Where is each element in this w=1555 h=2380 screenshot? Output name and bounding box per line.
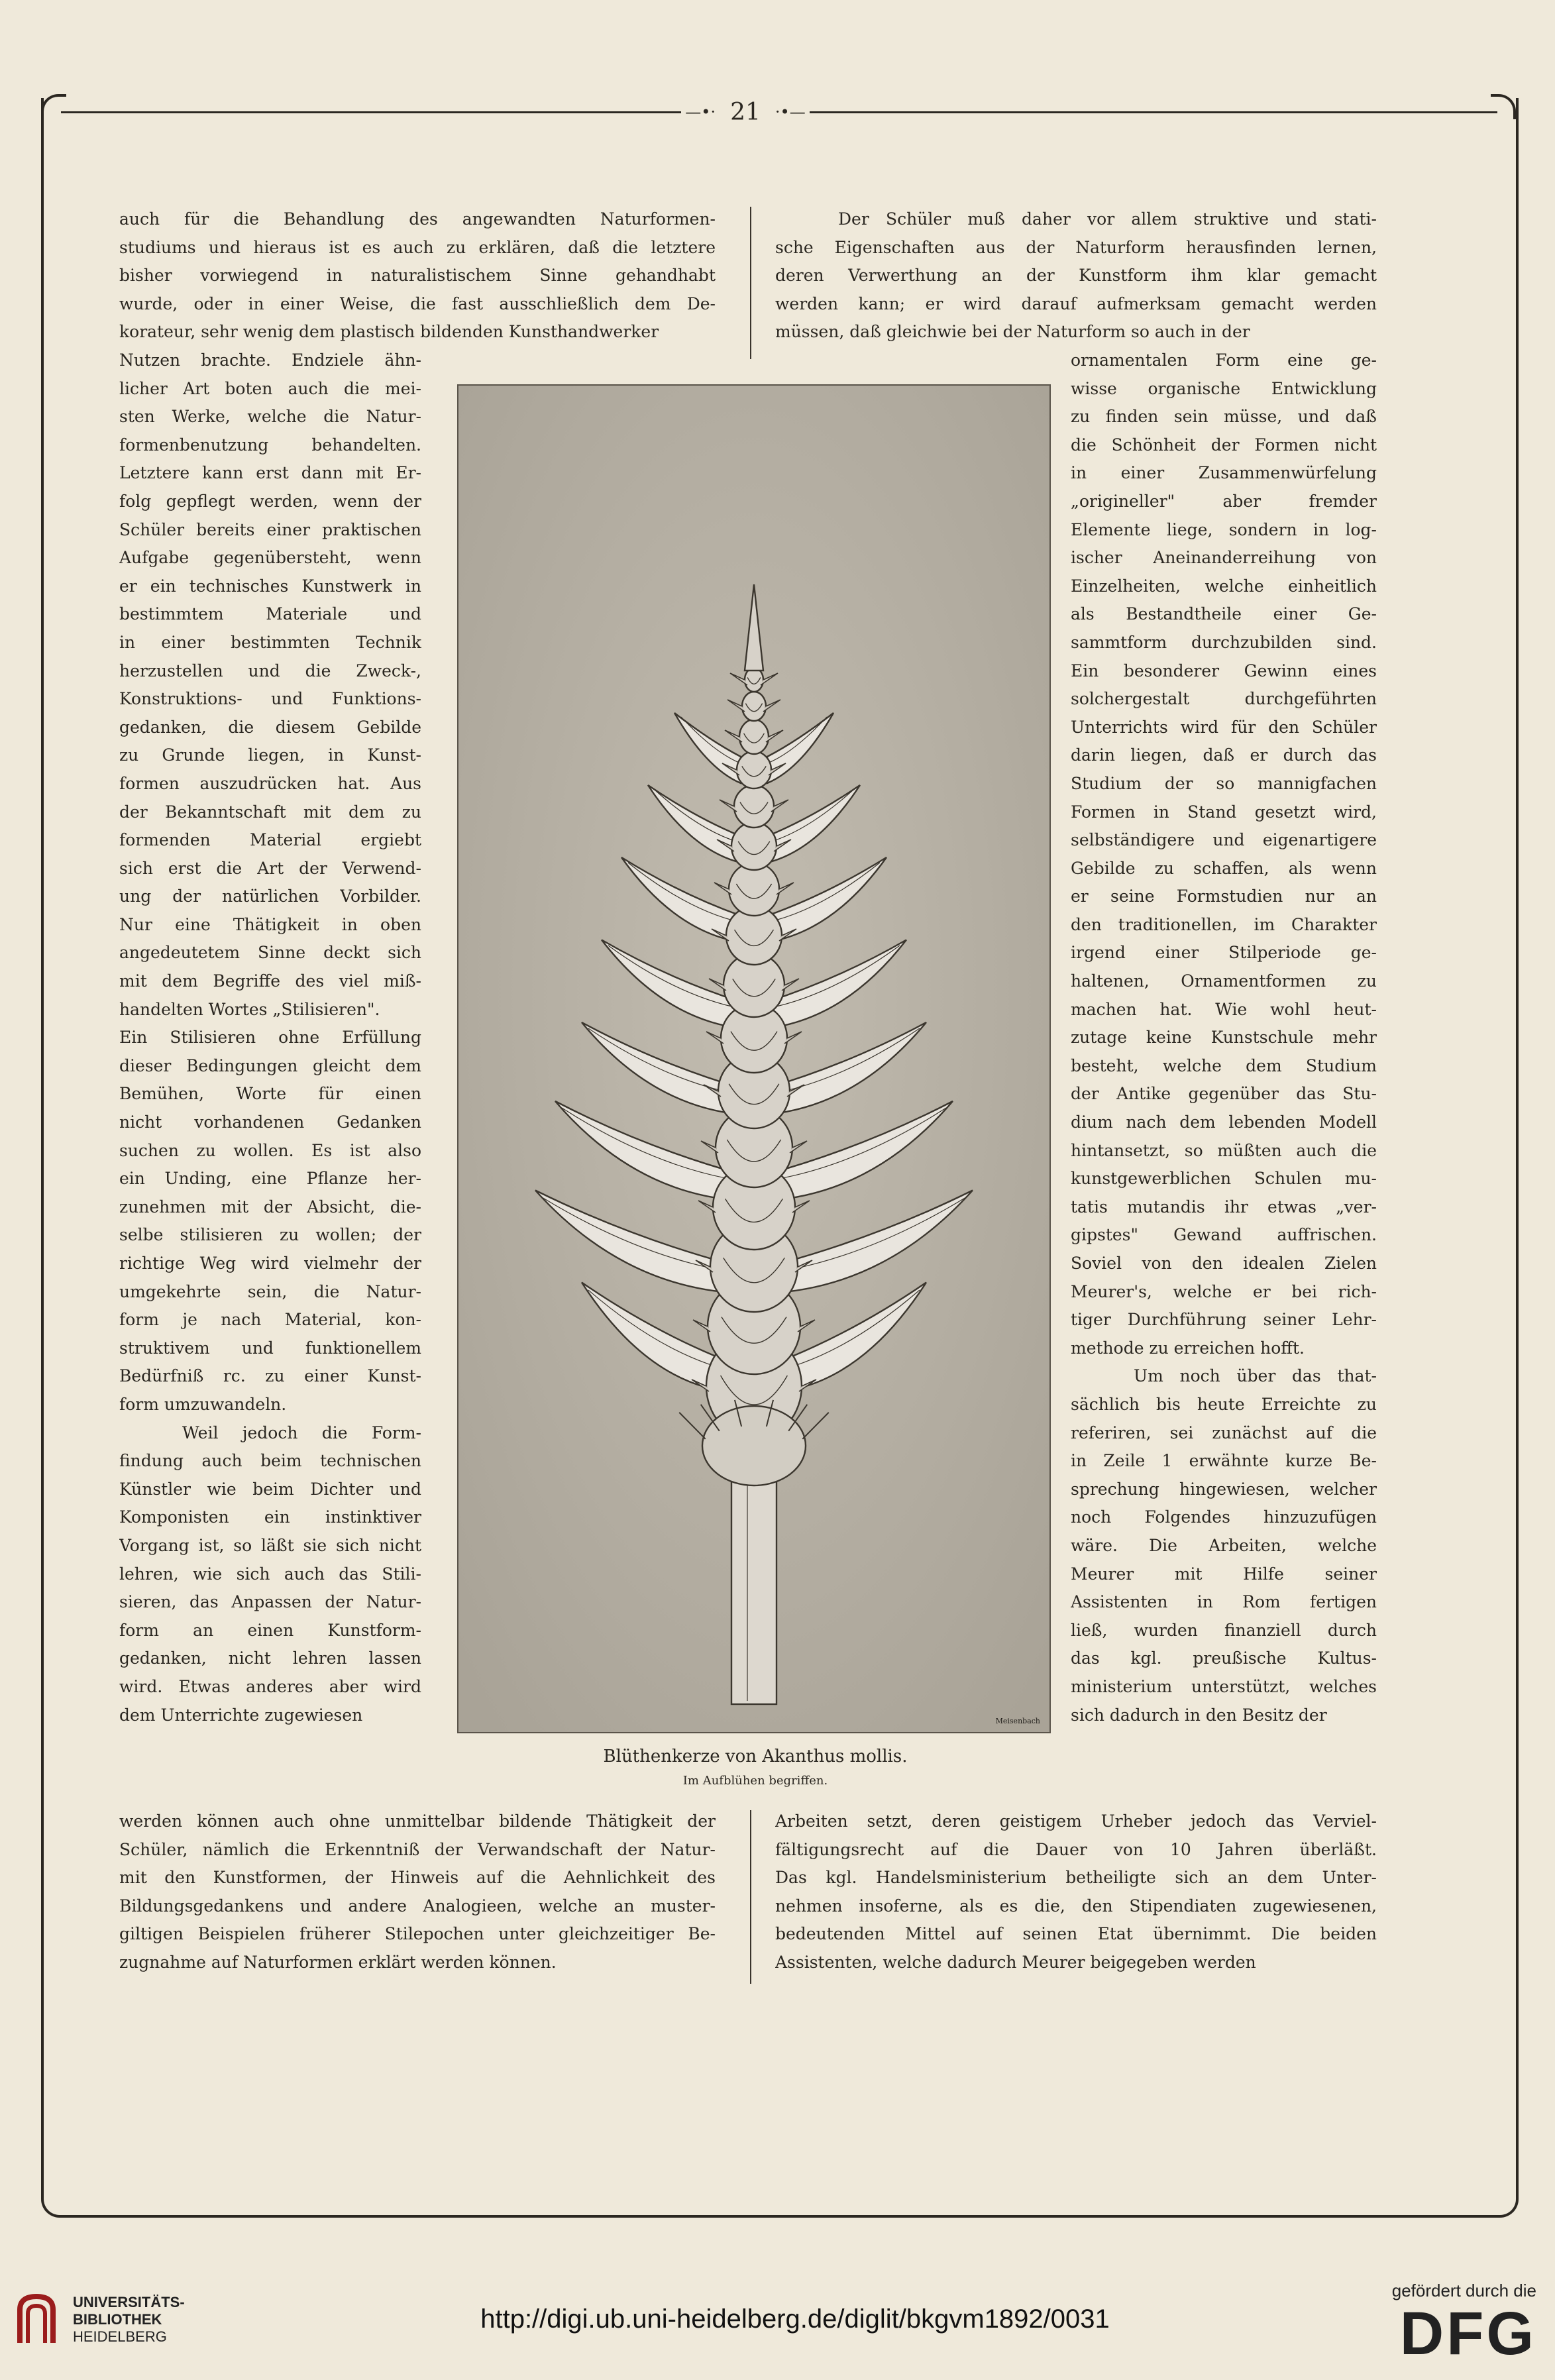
text-line: Einzelheiten, welche einheitlich bbox=[1071, 576, 1377, 596]
text-line: form an einen Kunstform- bbox=[119, 1620, 421, 1640]
text-line: werden kann; er wird darauf aufmerksam gemacht werden bbox=[775, 294, 1377, 313]
library-name-2: BIBLIOTHEK bbox=[73, 2311, 162, 2328]
text-line: Das kgl. Handelsministerium betheiligte sich an dem Unter- bbox=[775, 1868, 1377, 1888]
text-line: machen hat. Wie wohl heut- bbox=[1071, 999, 1377, 1019]
text-line: form je nach Material, kon- bbox=[119, 1310, 421, 1330]
text-line: ministerium unterstützt, welches bbox=[1071, 1676, 1377, 1696]
text-line: bisher vorwiegend in naturalistischem Sinne gehandhabt bbox=[119, 266, 716, 286]
text-line: irgend einer Stilperiode ge- bbox=[1071, 943, 1377, 963]
page-header bbox=[682, 97, 808, 127]
text-line: angedeutetem Sinne deckt sich bbox=[119, 943, 421, 963]
text-line: Schüler, nämlich die Erkenntniß der Verwandschaft der Natur- bbox=[119, 1839, 716, 1859]
text-line: Bildungsgedankens und andere Analogieen, welche an muster- bbox=[119, 1896, 716, 1916]
text-line: sche Eigenschaften aus der Naturform herausfinden lernen, bbox=[775, 237, 1377, 257]
text-line: werden können auch ohne unmittelbar bildende Thätigkeit der bbox=[119, 1812, 716, 1831]
text-line: ornamentalen Form eine ge- bbox=[1071, 351, 1377, 370]
text-line: er ein technisches Kunstwerk in bbox=[119, 576, 421, 596]
column-divider-bottom bbox=[750, 1810, 751, 1984]
library-name-1: UNIVERSITÄTS- bbox=[73, 2294, 185, 2310]
text-line: besteht, welche dem Studium bbox=[1071, 1055, 1377, 1075]
text-line: fältigungsrecht auf die Dauer von 10 Jahren überläßt. bbox=[775, 1839, 1377, 1859]
text-line: ließ, wurden finanziell durch bbox=[1071, 1620, 1377, 1640]
text-line: form umzuwandeln. bbox=[119, 1394, 287, 1414]
text-line: Schüler bereits einer praktischen bbox=[119, 519, 421, 539]
text-line: in Zeile 1 erwähnte kurze Be- bbox=[1071, 1451, 1377, 1471]
text-line: der Antike gegenüber das Stu- bbox=[1071, 1084, 1377, 1104]
text-line: korateur, sehr wenig dem plastisch bildenden Kunsthandwerker bbox=[119, 322, 659, 342]
text-line: Vorgang ist, so läßt sie sich nicht bbox=[119, 1535, 421, 1555]
text-line: licher Art boten auch die mei- bbox=[119, 378, 421, 398]
text-line: solchergestalt durchgeführten bbox=[1071, 689, 1377, 709]
right-column-top bbox=[775, 205, 1377, 347]
text-line: müssen, daß gleichwie bei der Naturform so auch in der bbox=[775, 322, 1250, 342]
header-rule-right bbox=[810, 111, 1497, 113]
text-line: Weil jedoch die Form- bbox=[182, 1423, 421, 1442]
text-line: dem Unterrichte zugewiesen bbox=[119, 1705, 363, 1725]
text-line: nicht vorhandenen Gedanken bbox=[119, 1112, 421, 1132]
text-line: wisse organische Entwicklung bbox=[1071, 378, 1377, 398]
acanthus-illustration bbox=[457, 384, 1051, 1733]
text-line: sieren, das Anpassen der Natur- bbox=[119, 1592, 421, 1612]
text-line: sich dadurch in den Besitz der bbox=[1071, 1705, 1327, 1725]
text-line: Studium der so mannigfachen bbox=[1071, 773, 1377, 793]
library-emblem-icon bbox=[13, 2290, 60, 2350]
text-line: Komponisten ein instinktiver bbox=[119, 1507, 421, 1527]
text-line: haltenen, Ornamentformen zu bbox=[1071, 971, 1377, 991]
text-line: deren Verwerthung an der Kunstform ihm klar gemacht bbox=[775, 266, 1377, 286]
text-line: Soviel von den idealen Zielen bbox=[1071, 1254, 1377, 1273]
left-column-bottom bbox=[119, 1808, 716, 1977]
text-line: sächlich bis heute Erreichte zu bbox=[1071, 1394, 1377, 1414]
text-line: Meurer mit Hilfe seiner bbox=[1071, 1564, 1377, 1584]
text-line: gipstes" Gewand auffrischen. bbox=[1071, 1225, 1377, 1245]
text-line: Bemühen, Worte für einen bbox=[119, 1084, 421, 1104]
text-line: Formen in Stand gesetzt wird, bbox=[1071, 802, 1377, 822]
text-line: Nur eine Thätigkeit in oben bbox=[119, 914, 421, 934]
text-line: formenden Material ergiebt bbox=[119, 830, 421, 850]
text-line: wäre. Die Arbeiten, welche bbox=[1071, 1535, 1377, 1555]
header-rule-left bbox=[61, 111, 681, 113]
flower-bell bbox=[737, 751, 771, 788]
text-line: Bedürfniß rc. zu einer Kunst- bbox=[119, 1366, 421, 1386]
text-line: struktivem und funktionellem bbox=[119, 1338, 421, 1358]
flower-bell bbox=[734, 785, 774, 828]
text-line: zu Grunde liegen, in Kunst- bbox=[119, 745, 421, 765]
text-line: Assistenten, welche dadurch Meurer beigegeben werden bbox=[775, 1952, 1256, 1972]
column-divider-top bbox=[750, 207, 751, 359]
footer-bar bbox=[0, 2266, 1555, 2380]
text-line: zu finden sein müsse, und daß bbox=[1071, 407, 1377, 427]
ornament-left-icon: —•· bbox=[685, 103, 716, 121]
text-line: suchen zu wollen. Es ist also bbox=[119, 1140, 421, 1160]
flower-bell bbox=[739, 720, 769, 754]
text-line: ung der natürlichen Vorbilder. bbox=[119, 887, 421, 906]
text-line: ein Unding, eine Pflanze her- bbox=[119, 1169, 421, 1189]
text-line: herzustellen und die Zweck-, bbox=[119, 661, 421, 680]
text-line: auch für die Behandlung des angewandten Naturformen- bbox=[119, 209, 716, 229]
illustration-credit: Meisenbach bbox=[995, 1717, 1040, 1725]
text-line: wurde, oder in einer Weise, die fast ausschließlich dem De- bbox=[119, 294, 716, 313]
text-line: sammtform durchzubilden sind. bbox=[1071, 632, 1377, 652]
text-line: zugnahme auf Naturformen erklärt werden können. bbox=[119, 1952, 557, 1972]
text-line: der Bekanntschaft mit dem zu bbox=[119, 802, 421, 822]
text-line: folg gepflegt werden, wenn der bbox=[119, 491, 421, 511]
text-line: tiger Durchführung seiner Lehr- bbox=[1071, 1310, 1377, 1330]
right-column-bottom bbox=[775, 1808, 1377, 1977]
text-line: sprechung hingewiesen, welcher bbox=[1071, 1479, 1377, 1499]
text-line: dium nach dem lebenden Modell bbox=[1071, 1112, 1377, 1132]
text-line: wird. Etwas anderes aber wird bbox=[119, 1676, 421, 1696]
text-line: hintansetzt, so müßten auch die bbox=[1071, 1140, 1377, 1160]
text-line: Arbeiten setzt, deren geistigem Urheber jedoch das Verviel- bbox=[775, 1812, 1377, 1831]
document-url[interactable]: http://digi.ub.uni-heidelberg.de/diglit/bkgvm1892/0031 bbox=[480, 2304, 1110, 2334]
text-line: nehmen insoferne, als es die, den Stipendiaten zugewiesenen, bbox=[775, 1896, 1377, 1916]
text-line: lehren, wie sich auch das Stili- bbox=[119, 1564, 421, 1584]
text-line: sten Werke, welche die Natur- bbox=[119, 407, 421, 427]
text-line: Künstler wie beim Dichter und bbox=[119, 1479, 421, 1499]
text-line: referiren, sei zunächst auf die bbox=[1071, 1423, 1377, 1442]
text-line: den traditionellen, im Charakter bbox=[1071, 914, 1377, 934]
text-line: formenbenutzung behandelten. bbox=[119, 435, 421, 455]
text-line: methode zu erreichen hofft. bbox=[1071, 1338, 1305, 1358]
text-line: formen auszudrücken hat. Aus bbox=[119, 773, 421, 793]
left-column-narrow bbox=[119, 347, 421, 1729]
dfg-wordmark: DFG bbox=[1399, 2300, 1536, 2367]
text-line: dieser Bedingungen gleicht dem bbox=[119, 1055, 421, 1075]
right-column-narrow bbox=[1071, 347, 1377, 1729]
text-line: mit dem Begriffe des viel miß- bbox=[119, 971, 421, 991]
text-line: Ein besonderer Gewinn eines bbox=[1071, 661, 1377, 680]
text-line: tatis mutandis ihr etwas „ver- bbox=[1071, 1197, 1377, 1217]
text-line: zunehmen mit der Absicht, die- bbox=[119, 1197, 421, 1217]
text-line: als Bestandtheile einer Ge- bbox=[1071, 604, 1377, 624]
text-line: umgekehrte sein, die Natur- bbox=[119, 1281, 421, 1301]
text-line: kunstgewerblichen Schulen mu- bbox=[1071, 1169, 1377, 1189]
library-logo[interactable] bbox=[13, 2290, 185, 2350]
text-line: selbe stilisieren zu wollen; der bbox=[119, 1225, 421, 1245]
lower-calyx bbox=[702, 1406, 806, 1486]
page-number: 21 bbox=[730, 98, 761, 126]
text-line: gedanken, nicht lehren lassen bbox=[119, 1649, 421, 1668]
flower-bell bbox=[742, 692, 766, 721]
text-line: Unterrichts wird für den Schüler bbox=[1071, 717, 1377, 737]
figure-subcaption: Im Aufblühen begriffen. bbox=[682, 1774, 828, 1788]
text-line: Letztere kann erst dann mit Er- bbox=[119, 463, 421, 483]
text-line: richtige Weg wird vielmehr der bbox=[119, 1254, 421, 1273]
text-line: selbständigere und eigenartigere bbox=[1071, 830, 1377, 850]
text-line: bestimmtem Materiale und bbox=[119, 604, 421, 624]
text-line: studiums und hieraus ist es auch zu erklären, daß die letztere bbox=[119, 237, 716, 257]
text-line: „origineller" aber fremder bbox=[1071, 491, 1377, 511]
text-line: die Schönheit der Formen nicht bbox=[1071, 435, 1377, 455]
text-line: gedanken, die diesem Gebilde bbox=[119, 717, 421, 737]
text-line: Assistenten in Rom fertigen bbox=[1071, 1592, 1377, 1612]
text-line: ischer Aneinanderreihung von bbox=[1071, 548, 1377, 568]
funded-by-label: gefördert durch die bbox=[1391, 2281, 1536, 2300]
text-line: darin liegen, daß er durch das bbox=[1071, 745, 1377, 765]
text-line: Elemente liege, sondern in log- bbox=[1071, 519, 1377, 539]
text-line: sich erst die Art der Verwend- bbox=[119, 858, 421, 878]
text-line: Gebilde zu schaffen, als wenn bbox=[1071, 858, 1377, 878]
text-line: in einer Zusammenwürfelung bbox=[1071, 463, 1377, 483]
text-line: mit den Kunstformen, der Hinweis auf die Aehnlichkeit des bbox=[119, 1868, 716, 1888]
left-column-top bbox=[119, 205, 716, 347]
ornament-right-icon: ·•— bbox=[775, 103, 806, 121]
acanthus-drawing bbox=[458, 386, 1049, 1732]
text-line: Nutzen brachte. Endziele ähn- bbox=[119, 351, 421, 370]
text-line: noch Folgendes hinzuzufügen bbox=[1071, 1507, 1377, 1527]
flower-bell bbox=[745, 668, 763, 692]
text-line: Um noch über das that- bbox=[1134, 1366, 1377, 1386]
text-line: Der Schüler muß daher vor allem struktive und stati- bbox=[838, 209, 1377, 229]
dfg-logo[interactable] bbox=[1392, 2281, 1536, 2366]
text-line: in einer bestimmten Technik bbox=[119, 632, 421, 652]
figure-caption: Blüthenkerze von Akanthus mollis. bbox=[603, 1747, 908, 1766]
text-line: Ein Stilisieren ohne Erfüllung bbox=[119, 1028, 421, 1048]
text-line: Meurer's, welche er bei rich- bbox=[1071, 1281, 1377, 1301]
text-line: er seine Formstudien nur an bbox=[1071, 887, 1377, 906]
text-line: das kgl. preußische Kultus- bbox=[1071, 1649, 1377, 1668]
library-name-3: HEIDELBERG bbox=[73, 2328, 167, 2345]
text-line: findung auch beim technischen bbox=[119, 1451, 421, 1471]
text-line: Konstruktions- und Funktions- bbox=[119, 689, 421, 709]
text-line: Aufgabe gegenübersteht, wenn bbox=[119, 548, 421, 568]
flower-bell bbox=[731, 822, 777, 870]
text-line: zutage keine Kunstschule mehr bbox=[1071, 1028, 1377, 1048]
text-line: giltigen Beispielen früherer Stilepochen unter gleichzeitiger Be- bbox=[119, 1924, 716, 1944]
text-line: handelten Wortes „Stilisieren". bbox=[119, 999, 380, 1019]
text-line: bedeutenden Mittel auf seinen Etat übernimmt. Die beiden bbox=[775, 1924, 1377, 1944]
